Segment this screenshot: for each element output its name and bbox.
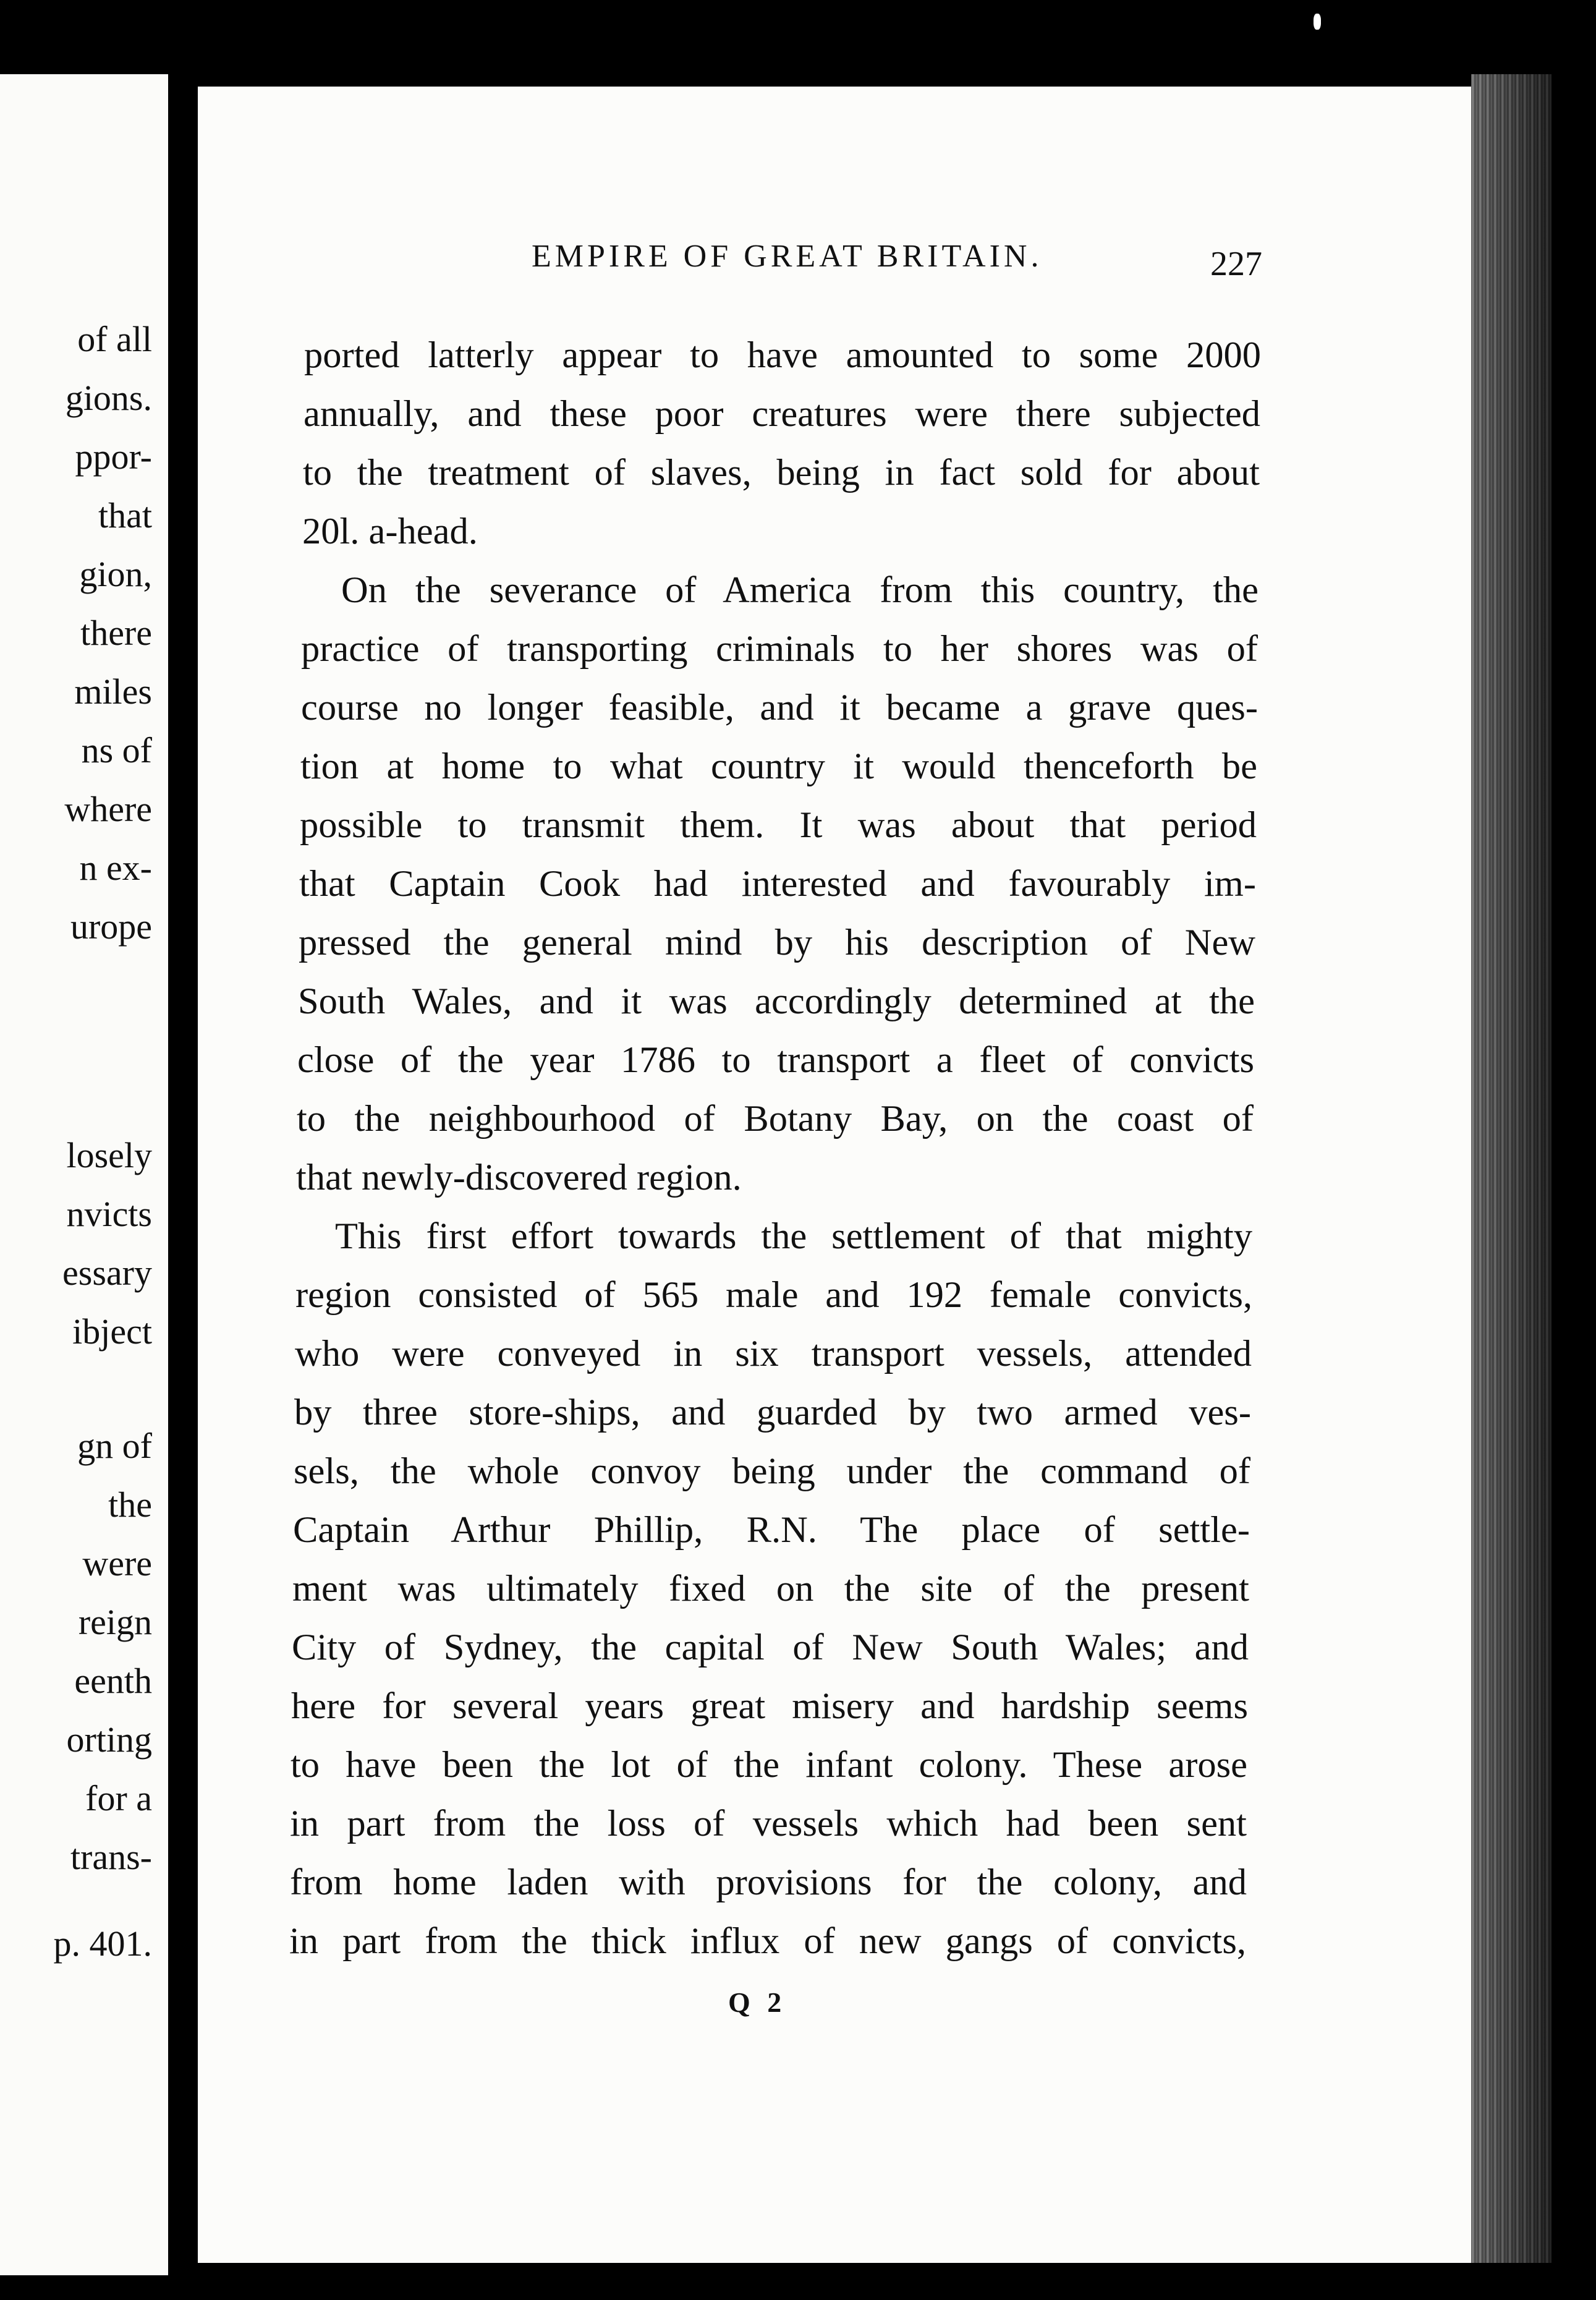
body-line: that newly-discovered region. [296,1157,742,1198]
left-page-line: ibject [72,1311,152,1352]
left-page-line: ppor- [75,437,152,477]
left-page-line: there [80,613,152,653]
left-page-line: trans- [70,1837,152,1877]
left-page-line: gion, [79,554,152,594]
left-page-line: of all [77,319,152,359]
page-edge-shadow [1471,74,1551,2263]
left-page-line: for a [85,1778,152,1818]
left-page-line: reign [78,1602,152,1642]
left-page-line: essary [62,1253,152,1293]
page-number: 227 [1210,245,1262,283]
body-line: pressed the general mind by his description of New [299,922,1255,963]
left-page-line: orting [66,1719,152,1760]
body-line: that Captain Cook had interested and favourably im- [299,863,1256,905]
left-page-line: gions. [65,378,152,418]
body-line: to have been the lot of the infant colony. These arose [291,1744,1247,1786]
body-line: practice of transporting criminals to her shores was of [301,628,1258,670]
left-page-line: miles [74,671,152,712]
body-line: course no longer feasible, and it became a grave ques- [301,687,1258,728]
body-line: On the severance of America from this country, the [341,569,1259,611]
body-line: to the neighbourhood of Botany Bay, on the coast of [297,1098,1254,1139]
left-page-line: ns of [81,730,152,770]
left-page-line: p. 401. [53,1923,152,1964]
running-head: EMPIRE OF GREAT BRITAIN. [532,239,1043,274]
body-line: Captain Arthur Phillip, R.N. The place of settle- [293,1509,1250,1551]
scan-speck [1314,14,1321,30]
body-line: possible to transmit them. It was about that period [300,804,1257,846]
body-line: who were conveyed in six transport vessels, attended [295,1333,1252,1374]
body-line: This first effort towards the settlement of that mighty [335,1216,1252,1257]
signature-mark: Q 2 [728,1987,787,2018]
body-line: in part from the thick influx of new gangs of convicts, [289,1920,1246,1962]
body-line: sels, the whole convoy being under the command of [294,1450,1250,1492]
left-page-line: where [64,789,152,829]
left-page-line: that [98,495,152,535]
left-page-line: eenth [74,1661,152,1701]
body-line: annually, and these poor creatures were there subjected [303,393,1260,435]
body-line: by three store-ships, and guarded by two armed ves- [294,1392,1251,1433]
body-line: ment was ultimately fixed on the site of the present [292,1568,1249,1609]
left-page-line: n ex- [79,848,152,888]
left-page-line: urope [70,906,152,947]
body-line: tion at home to what country it would thenceforth be [300,746,1257,787]
body-line: City of Sydney, the capital of New South Wales; and [292,1627,1249,1668]
body-line: close of the year 1786 to transport a fleet of convicts [297,1039,1254,1081]
left-page-line: the [108,1484,152,1525]
left-page-line: nvicts [66,1194,152,1234]
left-page-line: were [82,1543,152,1583]
body-line: in part from the loss of vessels which had been sent [290,1803,1247,1844]
body-line: here for several years great misery and hardship seems [291,1685,1248,1727]
left-page-line: gn of [77,1426,152,1466]
body-line: from home laden with provisions for the colony, and [290,1862,1247,1903]
body-line: South Wales, and it was accordingly determined at the [298,981,1255,1022]
body-line: 20l. a-head. [302,511,478,552]
body-line: to the treatment of slaves, being in fact sold for about [303,452,1260,493]
body-line: ported latterly appear to have amounted to some 2000 [304,334,1261,376]
body-line: region consisted of 565 male and 192 female convicts, [295,1274,1252,1316]
left-page-line: losely [66,1135,152,1175]
